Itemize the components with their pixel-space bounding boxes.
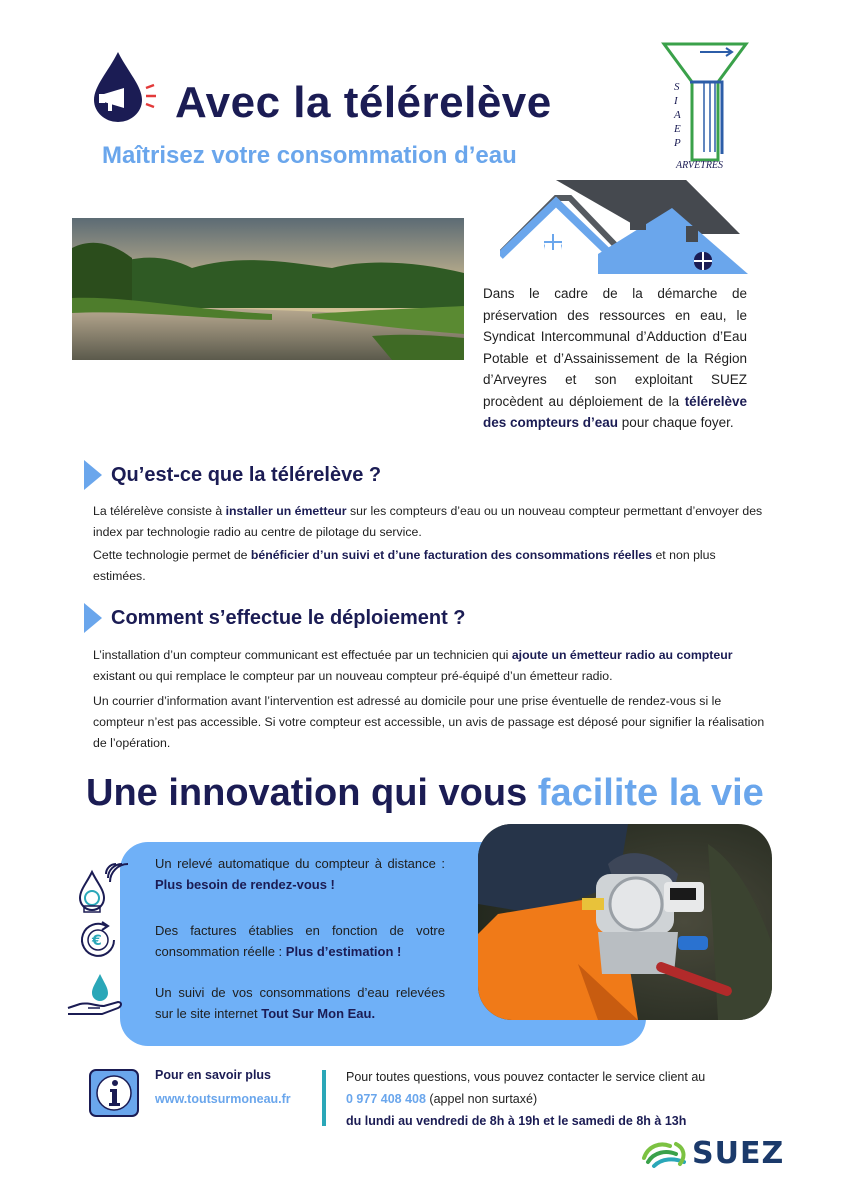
houses-illustration — [500, 180, 748, 276]
section1-paragraph2 — [93, 545, 765, 587]
svg-text:€: € — [92, 933, 102, 949]
siaep-logo — [660, 42, 750, 172]
info-link[interactable]: www.toutsurmoneau.fr — [155, 1092, 291, 1106]
section2-paragraph1 — [93, 645, 765, 687]
footer-divider — [322, 1070, 326, 1126]
text-bold: bénéficier d’un suivi et d’une facturation des consommations réelles — [250, 548, 653, 562]
intro-highlight: télérelève des compteurs d’eau — [483, 393, 747, 430]
text-bold: Plus besoin de rendez-vous ! — [155, 877, 335, 892]
meter-installation-photo — [478, 824, 772, 1020]
section1-paragraph1 — [93, 501, 765, 543]
text-bold: Plus d’estimation ! — [285, 944, 402, 959]
logo-letter-a: A — [674, 109, 681, 121]
text-bold: ajoute un émetteur radio au compteur — [511, 648, 733, 662]
opening-hours: du lundi au vendredi de 8h à 19h et le samedi de 8h à 13h — [346, 1114, 687, 1128]
benefit-item-online-tracking — [155, 982, 445, 1024]
section-heading-deployment — [84, 603, 466, 633]
benefit-item-remote-reading — [155, 853, 445, 895]
contact-intro: Pour toutes questions, vous pouvez contacter le service client au — [346, 1070, 706, 1084]
logo-letter-e: E — [674, 123, 681, 135]
logo-letter-i: I — [674, 95, 678, 107]
text: L’installation d’un compteur communicant est effectuée par un technicien qui — [93, 648, 512, 662]
benefit-item-real-billing — [155, 920, 445, 962]
intro-text-end: pour chaque foyer. — [618, 415, 734, 430]
remote-meter-icon — [76, 860, 138, 916]
page-subtitle: Maîtrisez votre consommation d’eau — [102, 142, 517, 169]
section2-paragraph2: Un courrier d’information avant l’intervention est adressé au domicile pour une prise éventuelle de rendez-vous si le compteur n’est pas accessible. Si votre compteur est accessible, un avis de passage est déposé pour signifier la réalisation de l’opération. — [93, 694, 765, 750]
phone-number[interactable]: 0 977 408 408 — [346, 1092, 426, 1106]
intro-paragraph — [483, 283, 747, 434]
arrow-bullet-icon — [84, 460, 102, 490]
suez-logo-icon — [640, 1138, 688, 1172]
suez-logo-text: SUEZ — [692, 1136, 785, 1171]
megaphone-drop-icon — [88, 50, 160, 122]
page-title: Avec la télérelève — [175, 78, 552, 127]
text: La télérelève consiste à — [93, 504, 226, 518]
text: sur les compteurs d’eau ou un nouveau compteur permettant d’envoyer des index par technologie radio au centre de pilotage du service. — [93, 504, 763, 539]
innovation-title-main: Une innovation qui vous — [86, 772, 538, 814]
text: et non plus estimées. — [93, 548, 716, 583]
text: existant ou qui remplace le compteur par un nouveau compteur pré-équipé d’un émetteur radio. — [93, 669, 613, 683]
text: Des factures établies en fonction de votre consommation réelle : — [155, 923, 445, 959]
water-drop-hand-icon — [66, 972, 126, 1020]
text-bold: Tout Sur Mon Eau. — [261, 1006, 376, 1021]
text: Un suivi de vos consommations d’eau relevées sur le site internet — [155, 985, 445, 1021]
river-photo — [72, 218, 464, 360]
text-bold: installer un émetteur — [225, 504, 347, 518]
euro-cycle-icon — [76, 918, 120, 962]
info-icon — [88, 1068, 140, 1118]
logo-letter-p: P — [674, 137, 681, 149]
info-heading: Pour en savoir plus — [155, 1068, 272, 1082]
intro-text: Dans le cadre de la démarche de préservation des ressources en eau, le Syndicat Intercommunal d’Adduction d’Eau Potable et d’Assainissement de la Région d’Arveyres et son exploitant SUEZ procèdent au déploiement de la — [483, 286, 747, 409]
innovation-title — [86, 772, 764, 815]
contact-block — [346, 1066, 766, 1132]
phone-note: (appel non surtaxé) — [425, 1092, 538, 1106]
arrow-bullet-icon — [84, 603, 102, 633]
logo-letter-s: S — [674, 81, 680, 93]
section-heading-text: Qu’est-ce que la télérelève ? — [111, 463, 382, 486]
section-heading-what — [84, 460, 381, 490]
text: Cette technologie permet de — [93, 548, 251, 562]
innovation-title-accent: facilite la vie — [537, 772, 764, 814]
section-heading-text: Comment s’effectue le déploiement ? — [111, 606, 466, 629]
text: Un relevé automatique du compteur à distance : — [155, 856, 445, 871]
logo-name: ARVETRES — [676, 160, 724, 171]
